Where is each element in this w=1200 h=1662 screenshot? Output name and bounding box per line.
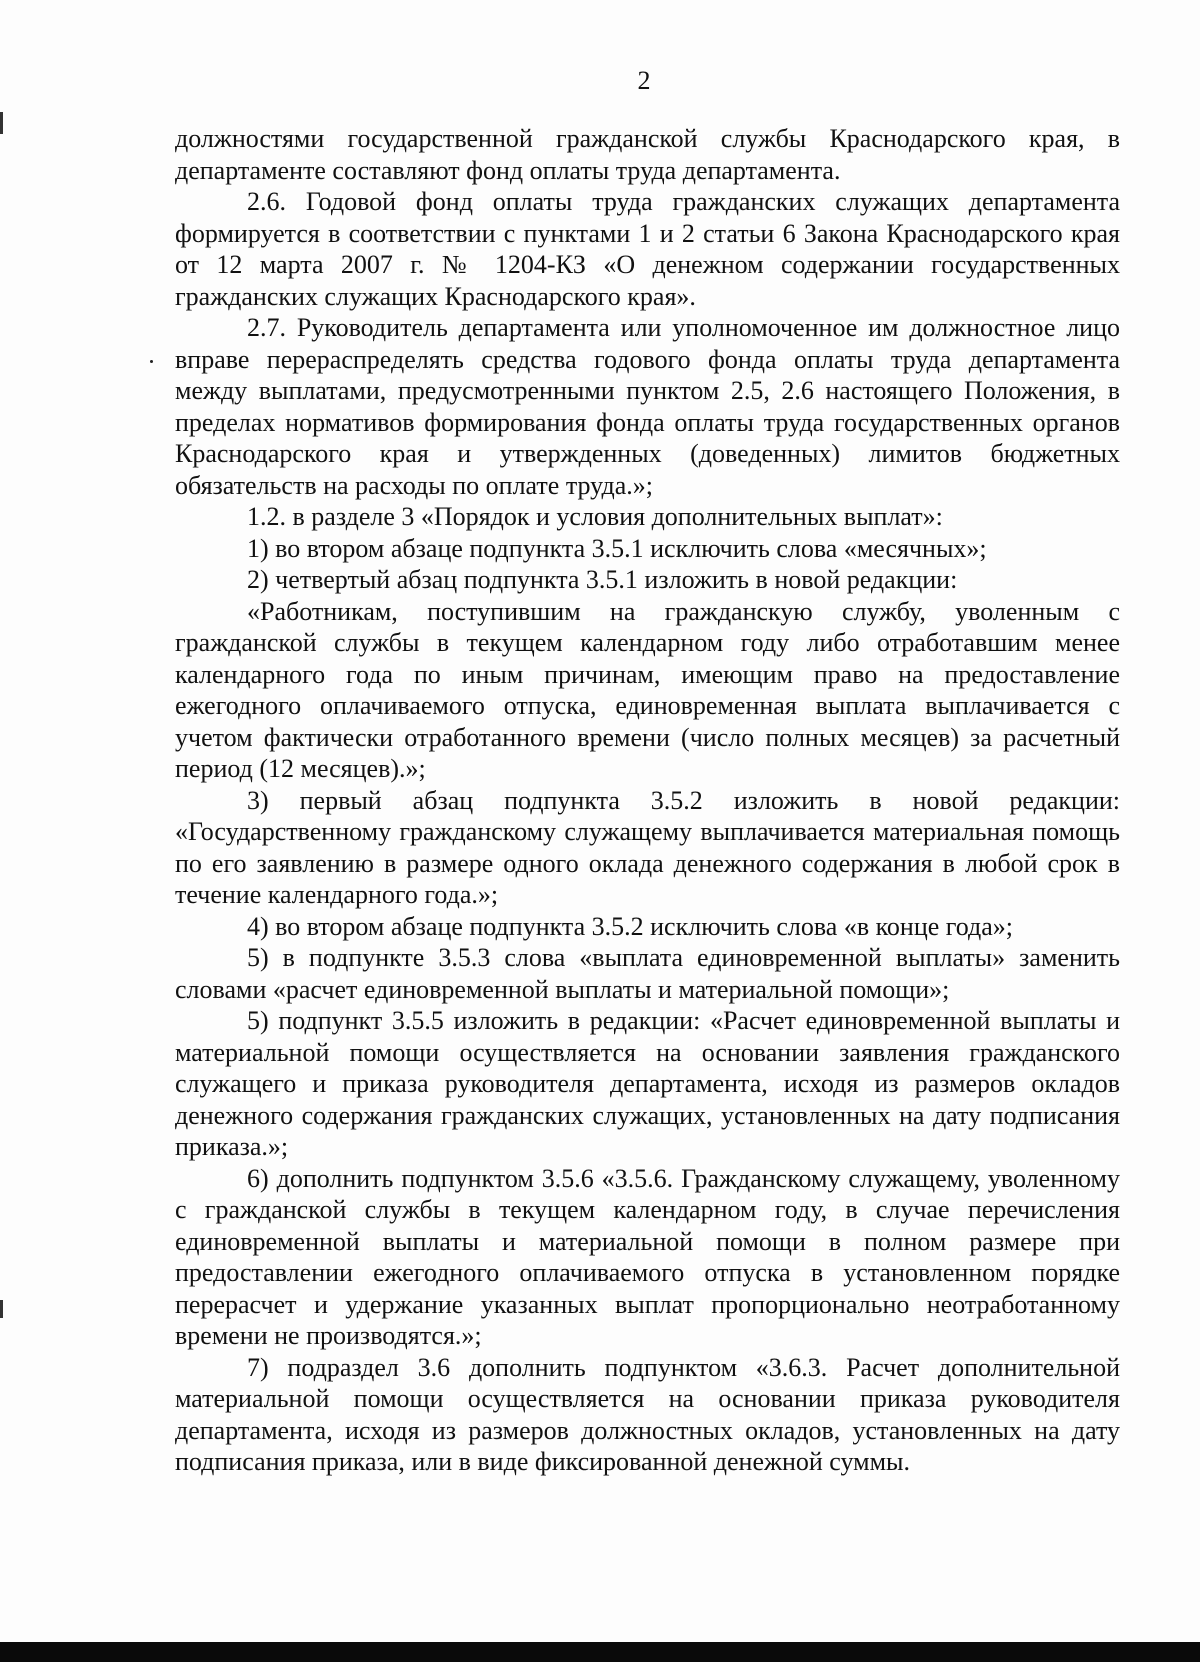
paragraph: «Работникам, поступившим на гражданскую службу, уволенным с гражданской службы в текущем календарном году либо отработавшим менее календарного года по иным причинам, имеющим право на предоставление ежегодного оплачиваемого отпуска, единовременная выплата выплачивается с учетом фактически отработанного времени (число полных месяцев) за расчетный период (12 месяцев).»;	[175, 596, 1120, 783]
scan-edge-mark	[0, 112, 3, 134]
paragraph: должностями государственной гражданской службы Краснодарского края, в департаменте составляют фонд оплаты труда департамента.	[175, 124, 1120, 185]
paragraph: 4) во втором абзаце подпункта 3.5.2 исключить слова «в конце года»;	[247, 911, 1014, 941]
document-body	[175, 123, 1120, 1478]
paragraph: 2.7. Руководитель департамента или уполномоченное им должностное лицо вправе перераспределять средства годового фонда оплаты труда департамента между выплатами, предусмотренными пунктом 2.5, 2.6 настоящего Положения, в пределах нормативов формирования фонда оплаты труда государственных органов Краснодарского края и утвержденных (доведенных) лимитов бюджетных обязательств на расходы по оплате труда.»;	[175, 313, 1120, 500]
page-number: 2	[637, 66, 651, 95]
paragraph: 5) в подпункте 3.5.3 слова «выплата единовременной выплаты» заменить словами «расчет единовременной выплаты и материальной помощи»;	[175, 943, 1120, 1004]
margin-dot	[150, 360, 153, 363]
paragraph: 2.6. Годовой фонд оплаты труда гражданских служащих департамента формируется в соответствии с пунктами 1 и 2 статьи 6 Закона Краснодарского края от 12 марта 2007 г. № 1204-КЗ «О денежном содержании государственных гражданских служащих Краснодарского края».	[175, 187, 1120, 311]
paragraph: 7) подраздел 3.6 дополнить подпунктом «3.6.3. Расчет дополнительной материальной помощи осуществляется на основании приказа руководителя департамента, исходя из размеров должностных окладов, установленных на дату подписания приказа, или в виде фиксированной денежной суммы.	[175, 1352, 1120, 1476]
paragraph: 1) во втором абзаце подпункта 3.5.1 исключить слова «месячных»;	[247, 533, 987, 563]
paragraph: 5) подпункт 3.5.5 изложить в редакции: «Расчет единовременной выплаты и материальной помощи осуществляется на основании заявления гражданского служащего и приказа руководителя департамента, исходя из размеров окладов денежного содержания гражданских служащих, установленных на дату подписания приказа.»;	[175, 1006, 1120, 1161]
paragraph: 3) первый абзац подпункта 3.5.2 изложить в новой редакции: «Государственному гражданскому служащему выплачивается материальная помощь по его заявлению в размере одного оклада денежного содержания в любой срок в течение календарного года.»;	[175, 785, 1120, 909]
paragraph: 2) четвертый абзац подпункта 3.5.1 изложить в новой редакции:	[247, 565, 958, 594]
scan-edge-mark	[0, 1300, 3, 1318]
scan-bottom-border	[0, 1642, 1200, 1662]
paragraph: 1.2. в разделе 3 «Порядок и условия дополнительных выплат»:	[247, 502, 943, 531]
paragraph: 6) дополнить подпунктом 3.5.6 «3.5.6. Гражданскому служащему, уволенному с гражданской службы в текущем календарном году, в случае перечисления единовременной выплаты и материальной помощи в полном размере при предоставлении ежегодного оплачиваемого отпуска в установленном порядке перерасчет и удержание указанных выплат пропорционально неотработанному времени не производятся.»;	[175, 1163, 1120, 1350]
